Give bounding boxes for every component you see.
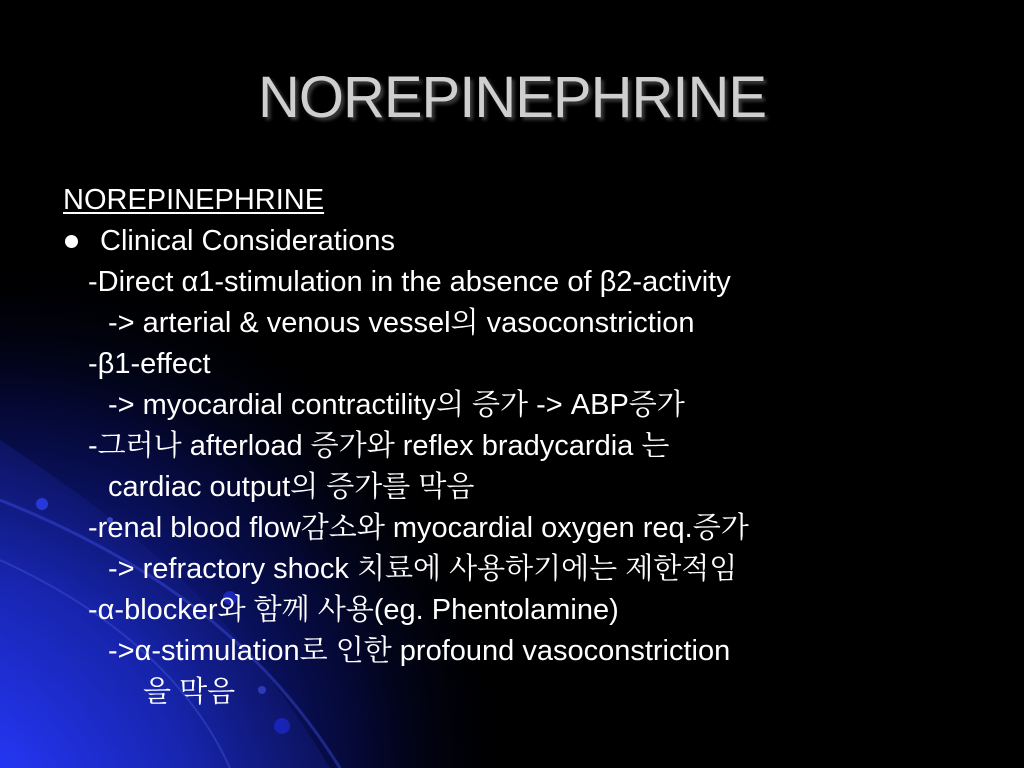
body-line: -Direct α1-stimulation in the absence of β2-activity xyxy=(88,266,731,298)
bullet-item xyxy=(63,221,993,262)
body-line: -β1-effect xyxy=(88,348,211,380)
body-line: -그러나 afterload 증가와 reflex bradycardia 는 xyxy=(88,430,670,462)
body-line: ->α-stimulation로 인한 profound vasoconstriction xyxy=(108,635,731,667)
slide-title: NOREPINEPHRINE xyxy=(257,65,767,130)
body-line: -> arterial & venous vessel의 vasoconstriction xyxy=(108,307,695,339)
body-line: -renal blood flow감소와 myocardial oxygen req.증가 xyxy=(88,512,749,544)
body-line: -> myocardial contractility의 증가 -> ABP증가 xyxy=(108,389,685,421)
body-line: cardiac output의 증가를 막음 xyxy=(108,471,475,503)
body-line: -> refractory shock 치료에 사용하기에는 제한적임 xyxy=(108,553,738,585)
slide-body xyxy=(63,180,993,713)
section-heading: NOREPINEPHRINE xyxy=(63,184,325,216)
body-line: -α-blocker와 함께 사용(eg. Phentolamine) xyxy=(88,594,619,626)
bullet-dot-icon xyxy=(65,235,78,248)
bullet-text: Clinical Considerations xyxy=(100,225,395,257)
body-line: 을 막음 xyxy=(143,676,236,708)
